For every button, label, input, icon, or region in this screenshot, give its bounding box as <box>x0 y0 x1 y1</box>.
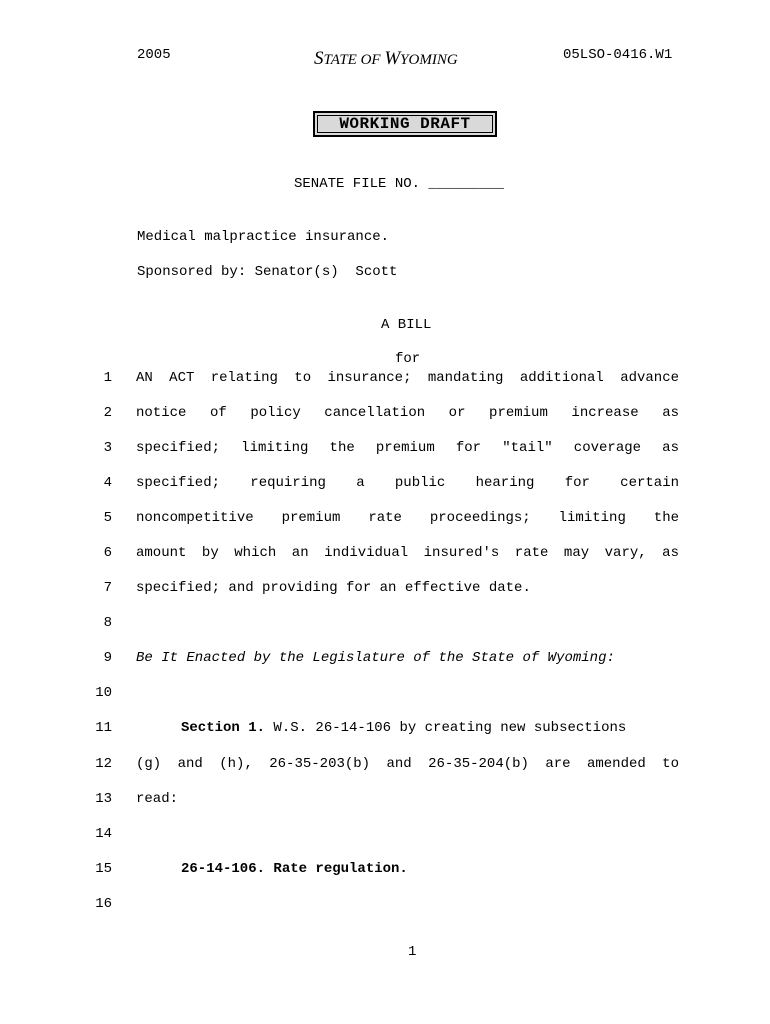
bill-subject: Medical malpractice insurance. <box>137 229 390 245</box>
line-number: 6 <box>103 545 112 561</box>
for-heading: for <box>395 351 421 367</box>
line-number: 1 <box>103 370 112 386</box>
bill-year: 2005 <box>137 47 171 63</box>
bill-sponsor: Sponsored by: Senator(s) Scott <box>137 264 398 280</box>
page-number: 1 <box>408 944 417 960</box>
line-text: specified; limiting the premium for "tail" coverage as <box>136 440 679 456</box>
line-text: amount by which an individual insured's rate may vary, as <box>136 545 679 561</box>
line-text: AN ACT relating to insurance; mandating additional advance <box>136 370 679 386</box>
document-code: 05LSO-0416.W1 <box>563 47 673 63</box>
section-label: Section 1. <box>181 720 266 736</box>
line-number: 14 <box>95 826 112 842</box>
line-text: noncompetitive premium rate proceedings; limiting the <box>136 510 679 526</box>
section-text: W.S. 26-14-106 by creating new subsections <box>265 720 627 736</box>
line-number: 7 <box>103 580 112 596</box>
line-number: 15 <box>95 861 112 877</box>
state-title-rest-2: YOMING <box>400 52 458 68</box>
line-number: 2 <box>103 405 112 421</box>
line-number: 12 <box>95 756 112 772</box>
statute-heading: 26-14-106. Rate regulation. <box>181 861 408 877</box>
line-number: 16 <box>95 896 112 912</box>
line-number: 5 <box>103 510 112 526</box>
working-draft-box <box>313 111 497 137</box>
state-title-rest-1: TATE OF <box>323 52 385 68</box>
line-number: 8 <box>103 615 112 631</box>
senate-file-number: SENATE FILE NO. _________ <box>294 176 505 192</box>
line-number: 10 <box>95 685 112 701</box>
line-number: 13 <box>95 791 112 807</box>
line-number: 11 <box>95 720 112 736</box>
working-draft-label: WORKING DRAFT <box>339 115 471 133</box>
line-text: (g) and (h), 26-35-203(b) and 26-35-204(b) are amended to <box>136 756 679 772</box>
line-text: notice of policy cancellation or premium increase as <box>136 405 679 421</box>
enacting-clause: Be It Enacted by the Legislature of the State of Wyoming: <box>136 650 615 666</box>
line-number: 9 <box>103 650 112 666</box>
state-title-cap-1: S <box>314 48 324 69</box>
line-number: 3 <box>103 440 112 456</box>
state-title-cap-2: W <box>384 48 401 69</box>
line-number: 4 <box>103 475 112 491</box>
line-text: specified; requiring a public hearing for certain <box>136 475 679 491</box>
state-title <box>314 48 458 70</box>
a-bill-heading: A BILL <box>381 317 432 333</box>
line-text: specified; and providing for an effective date. <box>136 580 531 596</box>
section-line <box>181 720 679 736</box>
line-text: read: <box>136 791 179 807</box>
